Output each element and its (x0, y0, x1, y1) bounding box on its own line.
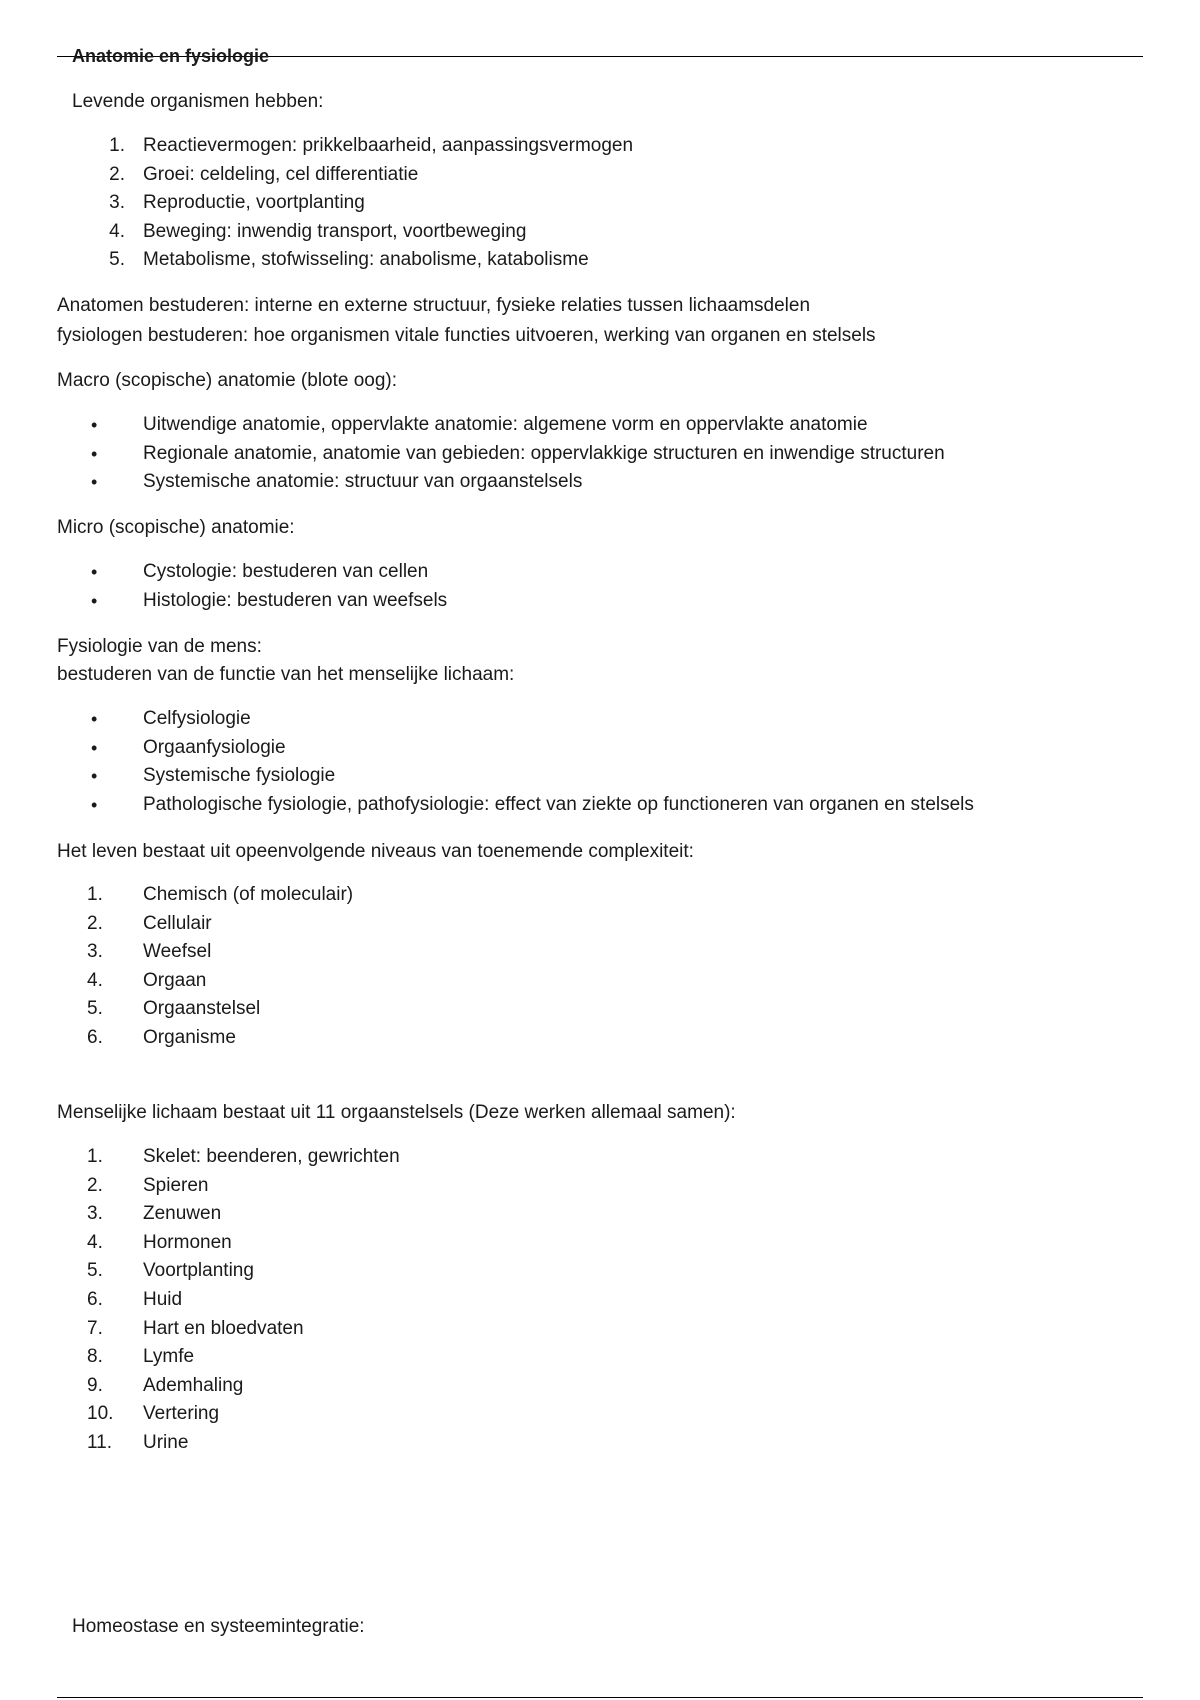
list-item-text: Huid (143, 1288, 183, 1310)
bullet-marker: • (91, 709, 98, 729)
list-item-text: Chemisch (of moleculair) (143, 884, 354, 905)
list-item-text: Beweging: inwendig transport, voortbeweging (143, 220, 527, 242)
list-number: 1. (109, 135, 125, 156)
list-item-text: Orgaanstelsel (143, 998, 261, 1020)
intro-paragraph: Levende organismen hebben: (72, 91, 324, 112)
bullet-marker: • (91, 794, 98, 815)
homeostase-heading: Homeostase en systeemintegratie: (72, 1616, 365, 1637)
list-item-text: Lymfe (143, 1346, 195, 1368)
list-item-text: Reproductie, voortplanting (143, 192, 365, 214)
bullet-marker: • (91, 415, 98, 435)
list-number: 5. (87, 998, 103, 1020)
list-item-text: Hormonen (143, 1231, 232, 1253)
document-title: Anatomie en fysiologie (72, 46, 270, 66)
bullet-marker: • (91, 766, 98, 787)
list-item-text: Histologie: bestuderen van weefsels (143, 589, 448, 611)
list-item-text: Voortplanting (143, 1260, 254, 1282)
list-item-text: Reactievermogen: prikkelbaarheid, aanpassingsvermogen (143, 135, 634, 156)
list-item-text: Organisme (143, 1026, 236, 1048)
macro-heading: Macro (scopische) anatomie (blote oog): (57, 370, 398, 391)
list-number: 9. (87, 1374, 103, 1396)
stelsels-heading: Menselijke lichaam bestaat uit 11 orgaanstelsels (Deze werken allemaal samen): (57, 1102, 736, 1123)
micro-heading: Micro (scopische) anatomie: (57, 517, 295, 538)
list-number: 8. (87, 1346, 103, 1368)
list-item-text: Weefsel (143, 941, 212, 963)
list-number: 5. (87, 1260, 103, 1282)
list-number: 3. (87, 941, 103, 963)
list-item-text: Pathologische fysiologie, pathofysiologie: effect van ziekte op functioneren van organen en stelsels (143, 793, 974, 815)
list-item-text: Metabolisme, stofwisseling: anabolisme, katabolisme (143, 249, 589, 271)
list-number: 10. (87, 1403, 114, 1425)
list-item-text: Skelet: beenderen, gewrichten (143, 1146, 400, 1167)
list-number: 5. (109, 249, 125, 271)
list-item-text: Zenuwen (143, 1203, 222, 1225)
list-number: 4. (87, 969, 103, 991)
list-item-text: Ademhaling (143, 1374, 244, 1396)
fysiologen-paragraph: fysiologen bestuderen: hoe organismen vitale functies uitvoeren, werking van organen en stelsels (57, 325, 876, 346)
list-number: 1. (87, 1146, 103, 1167)
bullet-marker: • (91, 472, 98, 493)
fysiologie-subheading: bestuderen van de functie van het menselijke lichaam: (57, 664, 515, 685)
list-item-text: Orgaanfysiologie (143, 736, 286, 758)
list-item-text: Systemische fysiologie (143, 765, 336, 787)
list-item-text: Orgaan (143, 969, 207, 991)
list-number: 3. (109, 192, 125, 214)
bullet-marker: • (91, 562, 98, 582)
list-item-text: Urine (143, 1431, 189, 1453)
list-item-text: Uitwendige anatomie, oppervlakte anatomie: algemene vorm en oppervlakte anatomie (143, 414, 868, 435)
list-item-text: Systemische anatomie: structuur van orgaanstelsels (143, 471, 583, 493)
list-number: 3. (87, 1203, 103, 1225)
list-item-text: Cystologie: bestuderen van cellen (143, 561, 429, 582)
bullet-marker: • (91, 590, 98, 611)
list-number: 6. (87, 1026, 103, 1048)
list-number: 4. (87, 1231, 103, 1253)
list-number: 7. (87, 1317, 103, 1339)
list-item-text: Spieren (143, 1174, 209, 1196)
niveaus-heading: Het leven bestaat uit opeenvolgende niveaus van toenemende complexiteit: (57, 841, 694, 862)
list-item-text: Hart en bloedvaten (143, 1317, 304, 1339)
list-number: 2. (87, 912, 103, 934)
list-item-text: Cellulair (143, 912, 212, 934)
list-item-text: Vertering (143, 1403, 220, 1425)
anatomen-paragraph: Anatomen bestuderen: interne en externe structuur, fysieke relaties tussen lichaamsdelen (57, 295, 811, 316)
list-item-text: Celfysiologie (143, 708, 251, 729)
list-number: 2. (109, 163, 125, 185)
list-number: 6. (87, 1288, 103, 1310)
list-item-text: Groei: celdeling, cel differentiatie (143, 163, 419, 185)
list-number: 11. (87, 1431, 113, 1453)
bullet-marker: • (91, 443, 98, 464)
fysiologie-heading: Fysiologie van de mens: (57, 636, 262, 657)
bottom-rule (57, 1697, 1143, 1698)
bullet-marker: • (91, 737, 98, 758)
list-item-text: Regionale anatomie, anatomie van gebieden: oppervlakkige structuren en inwendige structuren (143, 442, 945, 464)
list-number: 1. (87, 884, 103, 905)
list-number: 2. (87, 1174, 103, 1196)
list-number: 4. (109, 220, 125, 242)
